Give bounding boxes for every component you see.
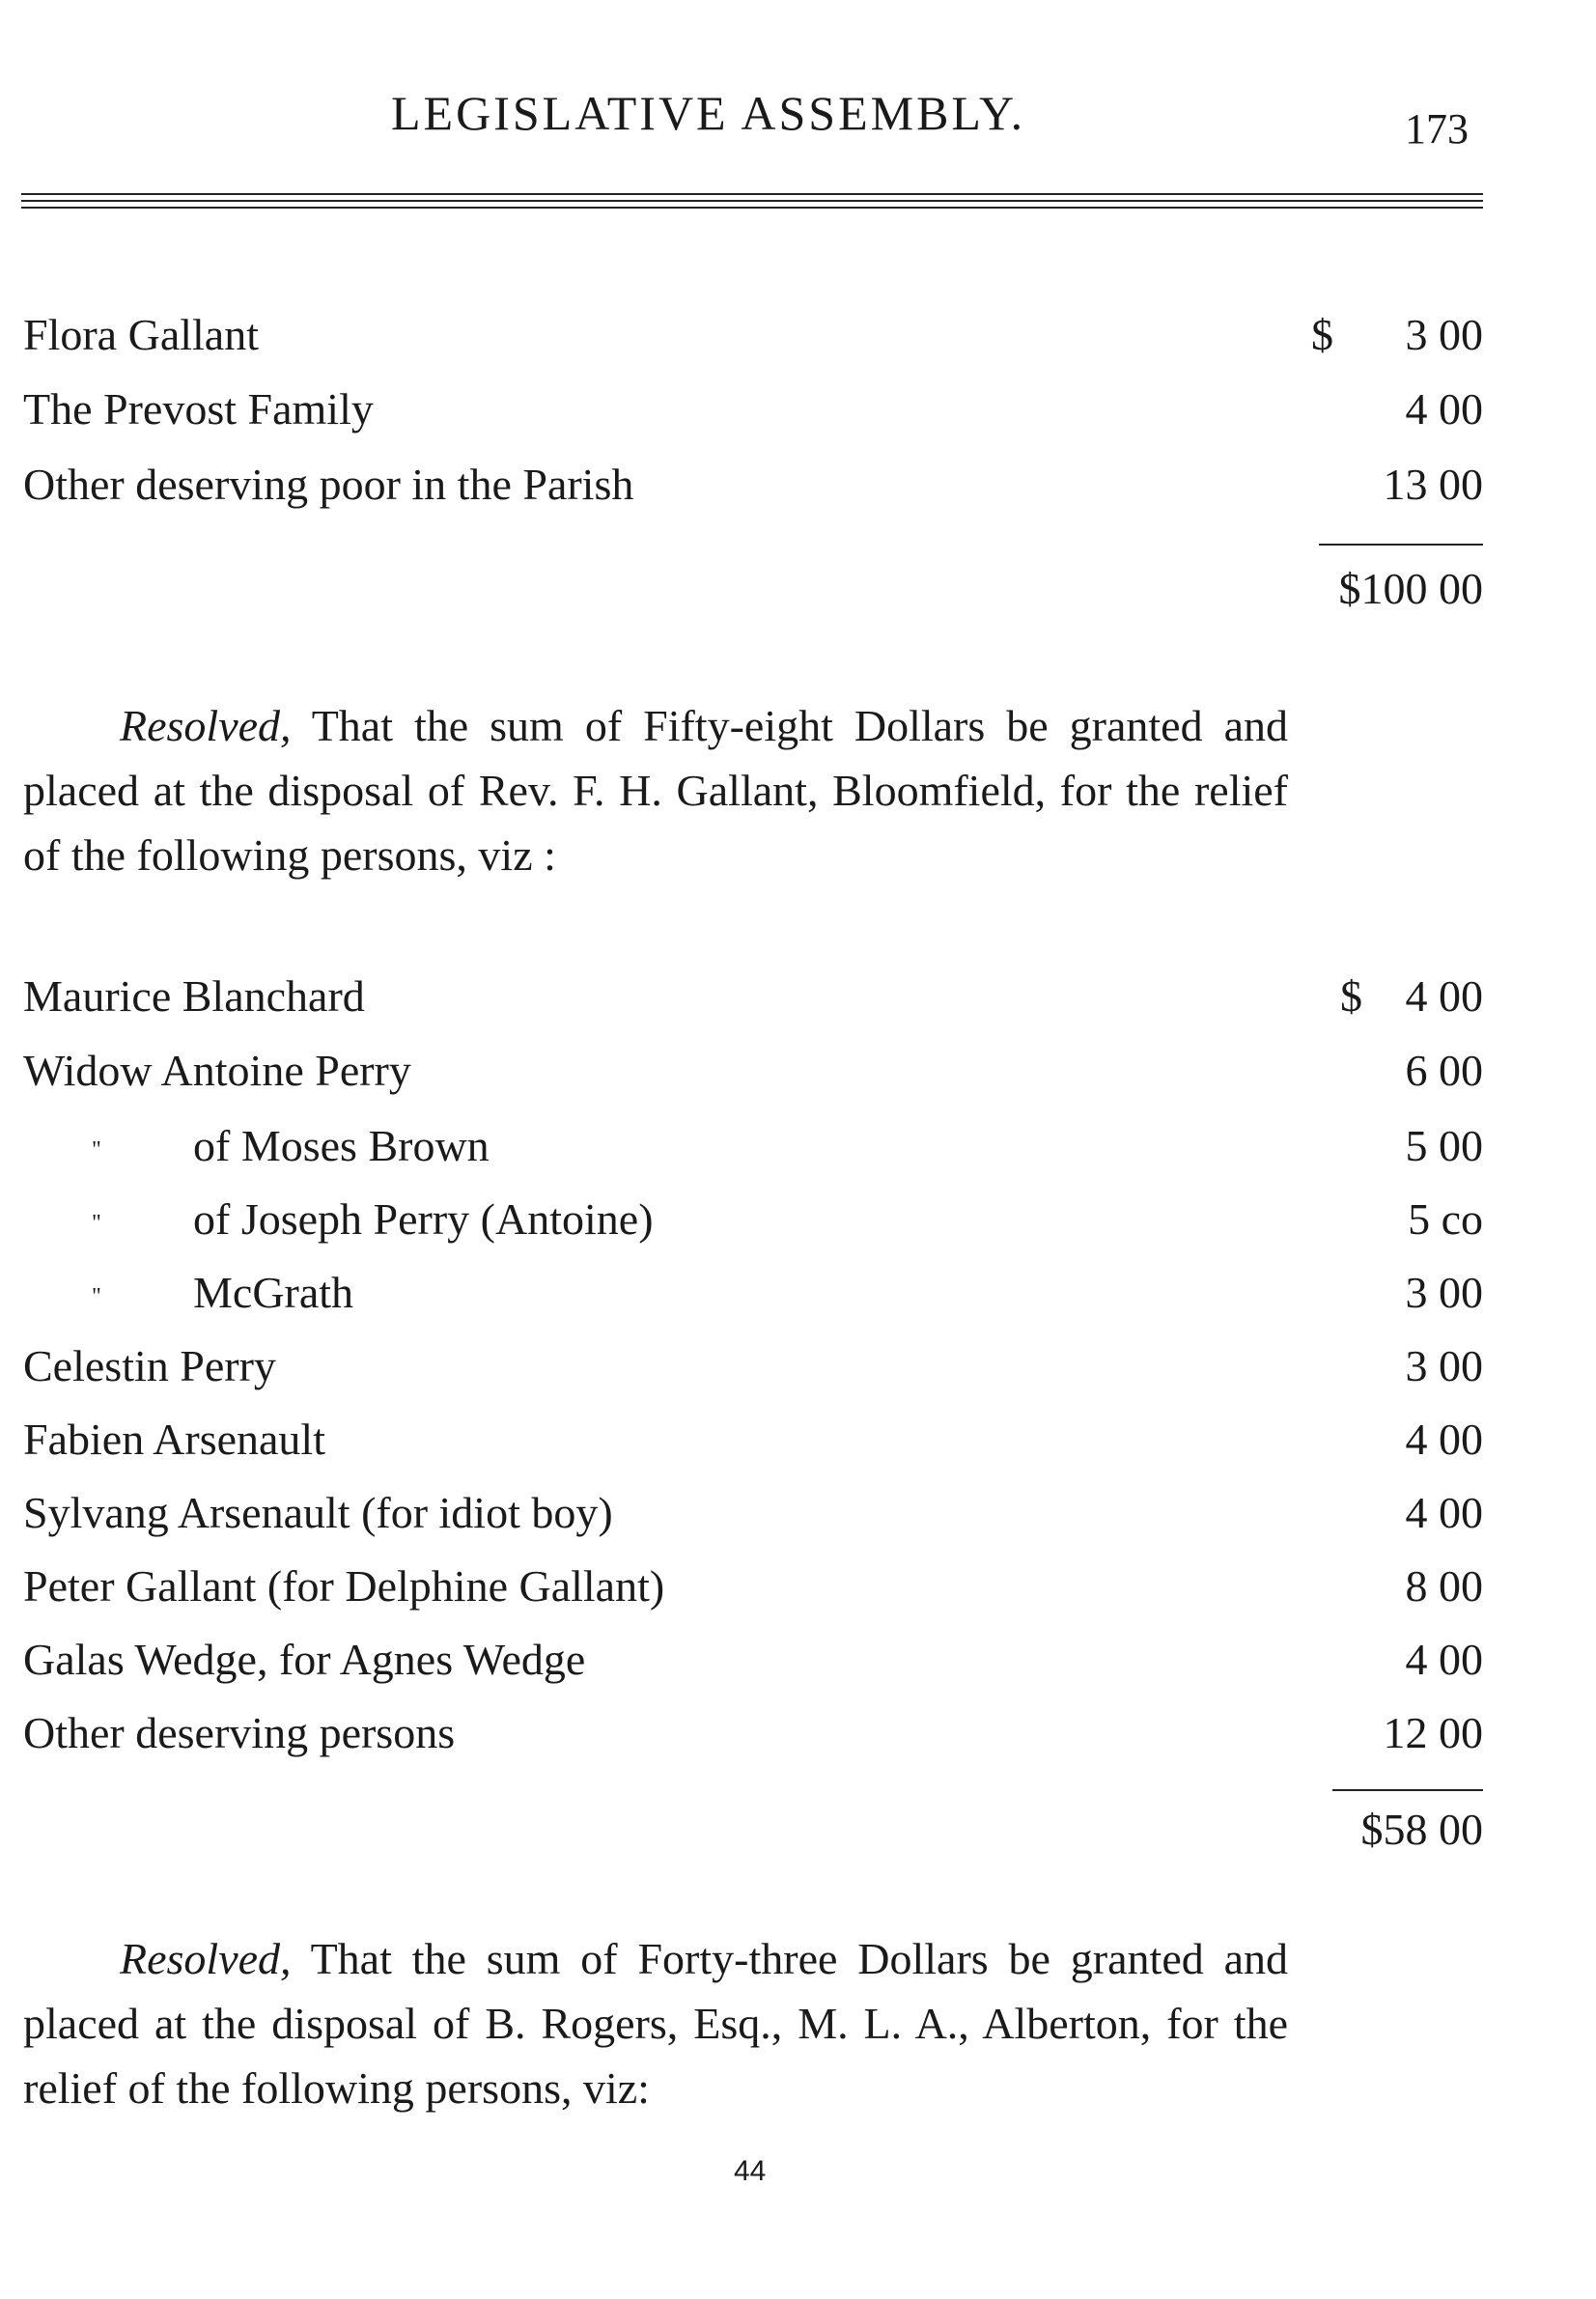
amount: 13 00 (1383, 460, 1483, 509)
resolution-paragraph (23, 1926, 1288, 2120)
list-item (0, 309, 1596, 367)
resolved-lead: Resolved, (120, 1934, 292, 1983)
header-rule (21, 200, 1483, 202)
person-name: Peter Gallant (for Delphine Gallant) (23, 1561, 665, 1611)
person-name: " of Moses Brown (92, 1121, 490, 1170)
person-name: " McGrath (92, 1268, 354, 1317)
list-item (0, 1414, 1596, 1472)
dollar-sign: $ (1311, 310, 1333, 359)
amount: 4 00 (1405, 971, 1483, 1021)
person-name: Celestin Perry (23, 1341, 276, 1390)
list-item (0, 1487, 1596, 1545)
list-item (0, 383, 1596, 441)
resolution-text: That the sum of Fifty-eight Dollars be granted and placed at the disposal of Rev. F. H. Gallant, Bloomfield, for the relief of the following persons, viz : (23, 701, 1288, 880)
list-total: $100 00 (1338, 564, 1483, 613)
person-name: Fabien Arsenault (23, 1415, 325, 1464)
amount: 4 00 (1405, 1415, 1483, 1464)
list-item (0, 1120, 1596, 1178)
amount: 5 00 (1405, 1121, 1483, 1170)
amount: 4 00 (1405, 1635, 1483, 1684)
resolution-text: That the sum of Forty-three Dollars be granted and placed at the disposal of B. Rogers, Esq., M. L. A., Alberton, for the relief of the following persons, viz: (23, 1934, 1289, 2113)
total-rule (1319, 544, 1483, 546)
person-name: Flora Gallant (23, 310, 259, 359)
resolved-lead: Resolved, (120, 701, 292, 750)
person-name: The Prevost Family (23, 384, 374, 434)
ditto-mark: " (92, 1136, 101, 1163)
list-item (0, 1045, 1596, 1103)
person-name: Other deserving poor in the Parish (23, 460, 634, 509)
list-item (0, 970, 1596, 1028)
person-name: Other deserving persons (23, 1708, 456, 1757)
amount: 5 co (1408, 1194, 1483, 1244)
list-item (0, 1707, 1596, 1765)
person-name: Sylvang Arsenault (for idiot boy) (23, 1488, 613, 1537)
list-item (0, 1267, 1596, 1325)
list-item (0, 1340, 1596, 1398)
amount: 3 00 (1405, 310, 1483, 359)
ditto-mark: " (92, 1210, 101, 1236)
list-item (0, 1560, 1596, 1618)
amount: 4 00 (1405, 1488, 1483, 1537)
dollar-sign: $ (1340, 971, 1362, 1021)
total-rule (1332, 1789, 1483, 1791)
resolution-paragraph (23, 693, 1288, 887)
person-name: Galas Wedge, for Agnes Wedge (23, 1635, 586, 1684)
list-item (0, 459, 1596, 517)
list-item (0, 1634, 1596, 1692)
person-name: Maurice Blanchard (23, 971, 365, 1021)
amount: 6 00 (1405, 1046, 1483, 1095)
amount: 12 00 (1383, 1708, 1483, 1757)
page-number: 173 (1405, 105, 1469, 153)
amount: 3 00 (1405, 1341, 1483, 1390)
person-name: Widow Antoine Perry (23, 1046, 411, 1095)
amount: 8 00 (1405, 1561, 1483, 1611)
header-rule (21, 207, 1483, 209)
list-item (0, 1193, 1596, 1251)
amount: 4 00 (1405, 384, 1483, 434)
running-head: LEGISLATIVE ASSEMBLY. (391, 86, 1026, 140)
ditto-mark: " (92, 1283, 101, 1309)
amount: 3 00 (1405, 1268, 1483, 1317)
page-header (0, 85, 1596, 153)
list-total: $58 00 (1360, 1805, 1483, 1854)
header-rule (21, 193, 1483, 195)
person-name: " of Joseph Perry (Antoine) (92, 1194, 654, 1244)
signature-mark: 44 (734, 2155, 767, 2187)
